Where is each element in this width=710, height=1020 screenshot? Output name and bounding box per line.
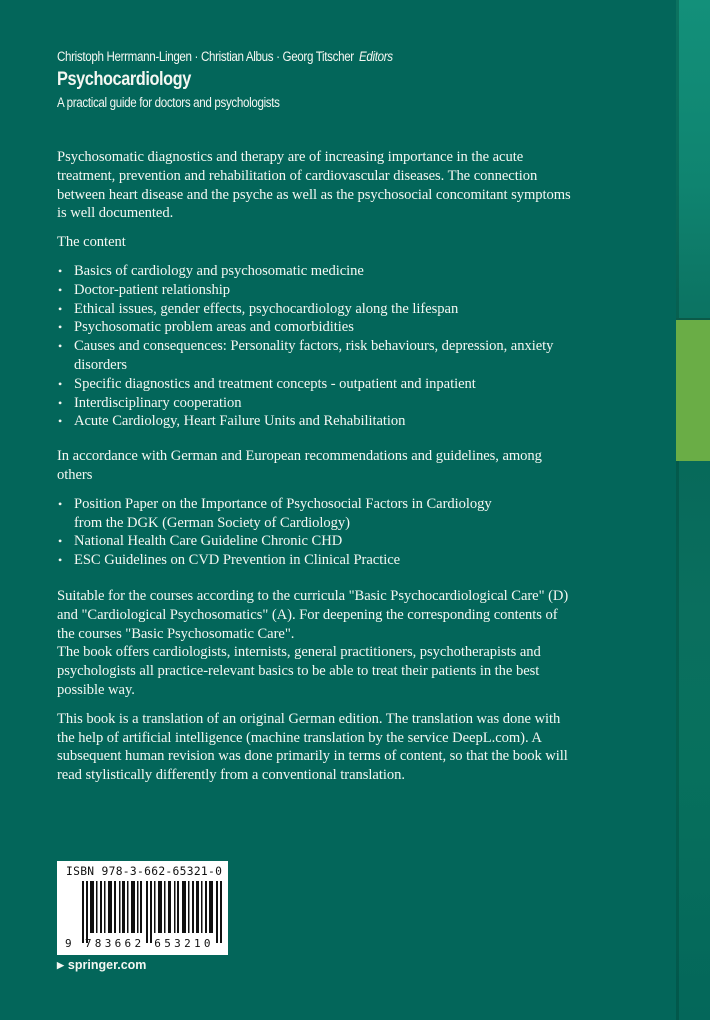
isbn-barcode — [57, 861, 228, 955]
list-item: • National Health Care Guideline Chronic CHD — [57, 532, 577, 551]
list-item: • Acute Cardiology, Heart Failure Units and Rehabilitation — [57, 412, 577, 431]
editors-names: Christoph Herrmann-Lingen · Christian Albus · Georg Titscher — [57, 49, 354, 64]
list-item: • Psychosomatic problem areas and comorbidities — [57, 318, 577, 337]
content-heading: The content — [57, 234, 126, 251]
book-spine-edge — [676, 0, 710, 1020]
list-item — [57, 337, 577, 375]
barcode-digits: 9 783662 653210 — [65, 937, 214, 950]
list-item: • Interdisciplinary cooperation — [57, 394, 577, 413]
springer-link[interactable] — [57, 958, 146, 972]
isbn-label: ISBN 978-3-662-65321-0 — [66, 865, 223, 878]
audience-paragraph: The book offers cardiologists, internists, general practitioners, psychotherapists and psychologists all practice-relevant basics to be able to treat their patients in the best possible way. — [57, 644, 541, 698]
list-item: • Ethical issues, gender effects, psychocardiology along the lifespan — [57, 300, 577, 319]
barcode-icon — [82, 881, 222, 943]
book-title: Psychocardiology — [57, 69, 191, 90]
guidelines-intro: In accordance with German and European recommendations and guidelines, among others — [57, 448, 542, 483]
list-item-text: Causes and consequences: Personality factors, risk behaviours, depression, anxiety disorders — [74, 338, 554, 373]
spine-shadow — [676, 0, 679, 1020]
guidelines-list — [57, 495, 577, 570]
translation-note: This book is a translation of an original German edition. The translation was done with the help of artificial intelligence (machine translation by the service DeepL.com). A subsequent human revision was done primarily in terms of content, so that the book will read stylistically differently from a conventional translation. — [57, 710, 568, 784]
springer-link-text: springer.com — [67, 958, 147, 972]
accent-color-bar — [676, 320, 710, 461]
play-triangle-icon: ▶ — [57, 960, 64, 970]
list-item: • Basics of cardiology and psychosomatic medicine — [57, 262, 577, 281]
editors-role: Editors — [358, 49, 393, 64]
courses-paragraph: Suitable for the courses according to the curricula "Basic Psychocardiological Care" (D) and "Cardiological Psychosomatics" (A). For deepening the corresponding contents of the courses "Basic Psychosomatic Care". — [57, 587, 569, 642]
list-item: • Position Paper on the Importance of Psychosocial Factors in Cardiology from the DGK (German Society of Cardiology) — [57, 495, 514, 533]
list-item: • ESC Guidelines on CVD Prevention in Clinical Practice — [57, 551, 577, 570]
back-cover-description — [57, 148, 577, 785]
list-item: • Specific diagnostics and treatment concepts - outpatient and inpatient — [57, 375, 577, 394]
intro-paragraph: Psychosomatic diagnostics and therapy are of increasing importance in the acute treatment, prevention and rehabilitation of cardiovascular diseases. The connection between heart disease and the psyche as well as the psychosocial concomitant symptoms is well documented. — [57, 149, 571, 222]
content-list — [57, 262, 577, 431]
list-item: • Doctor-patient relationship — [57, 281, 577, 300]
book-subtitle: A practical guide for doctors and psychologists — [57, 95, 280, 110]
editors-line — [57, 48, 393, 65]
cover-header — [57, 48, 447, 111]
